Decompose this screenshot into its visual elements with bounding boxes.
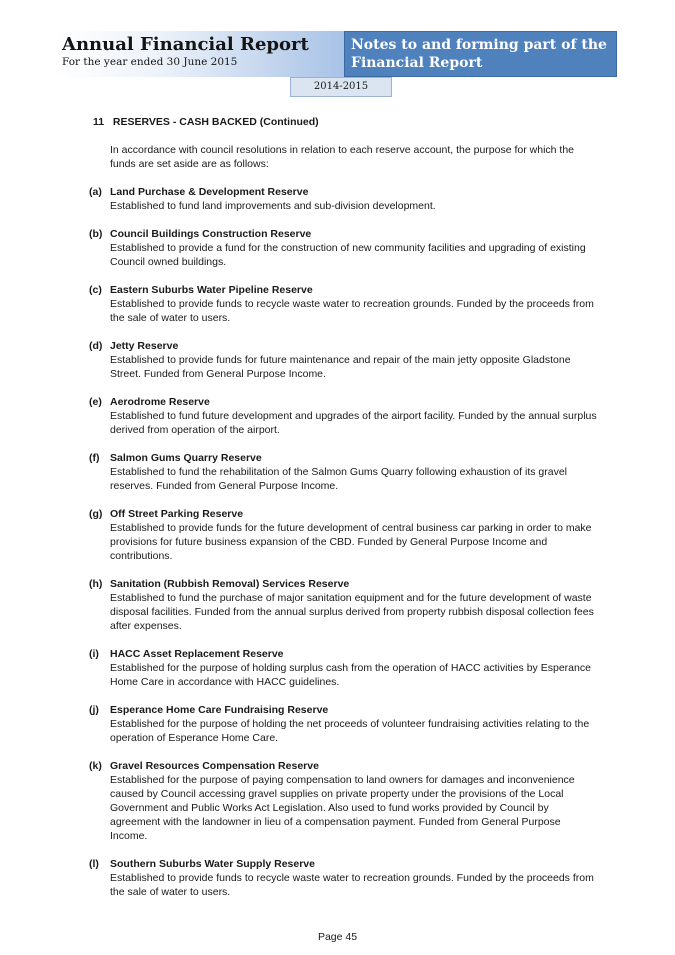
reserve-label: (b) bbox=[89, 228, 103, 240]
note-title: RESERVES - CASH BACKED (Continued) bbox=[112, 116, 319, 128]
reserve-item-g bbox=[89, 507, 600, 563]
reserve-item-c bbox=[89, 283, 600, 325]
reserve-title: HACC Asset Replacement Reserve bbox=[110, 648, 284, 660]
year-tab: 2014-2015 bbox=[290, 77, 392, 97]
report-period: For the year ended 30 June 2015 bbox=[62, 56, 238, 68]
reserve-description: Established to fund land improvements and sub-division development. bbox=[110, 200, 436, 212]
reserve-item-i bbox=[89, 647, 600, 689]
reserve-item-l bbox=[89, 857, 600, 899]
reserve-title: Gravel Resources Compensation Reserve bbox=[110, 760, 319, 772]
reserve-label: (h) bbox=[89, 578, 103, 590]
reserve-description: Established for the purpose of holding the net proceeds of volunteer fundraising activities relating to the operation of Esperance Home Care. bbox=[110, 718, 590, 744]
reserve-title: Salmon Gums Quarry Reserve bbox=[110, 452, 262, 464]
reserve-description: Established for the purpose of holding surplus cash from the operation of HACC activities by Esperance Home Care in accordance with HACC guidelines. bbox=[110, 662, 591, 688]
reserve-label: (k) bbox=[89, 760, 102, 772]
reserve-description: Established to fund future development and upgrades of the airport facility. Funded by the annual surplus derived from operation of the airport. bbox=[110, 410, 597, 436]
reserve-label: (c) bbox=[89, 284, 102, 296]
note-intro: In accordance with council resolutions in relation to each reserve account, the purpose for which the funds are set aside are as follows: bbox=[110, 144, 575, 170]
section-title: Notes to and forming part of the Financial Report bbox=[351, 37, 607, 71]
reserve-item-k bbox=[89, 759, 600, 843]
reserve-description: Established to provide funds for the future development of central business car parking in order to make provisions for future business expansion of the CBD. Funded by General Purpose Income and contributions. bbox=[110, 522, 592, 562]
reserve-label: (e) bbox=[89, 396, 102, 408]
reserve-item-e bbox=[89, 395, 600, 437]
reserve-item-h bbox=[89, 577, 600, 633]
reserve-item-a bbox=[89, 185, 600, 213]
reserve-label: (f) bbox=[89, 452, 100, 464]
reserve-title: Jetty Reserve bbox=[110, 340, 179, 352]
reserve-description: Established for the purpose of paying compensation to land owners for damages and inconvenience caused by Council accessing gravel supplies on private property under the provisions of the Local Government and Public Works Act Legislation. Also used to fund works provided by Council by agreement with the landowner in lieu of a compensation payment. Funded from General Purpose Income. bbox=[110, 774, 575, 842]
reserve-title: Sanitation (Rubbish Removal) Services Reserve bbox=[110, 578, 350, 590]
reserve-description: Established to provide a fund for the construction of new community facilities and upgrading of existing Council owned buildings. bbox=[110, 242, 586, 268]
reserve-label: (i) bbox=[89, 648, 99, 660]
reserve-label: (a) bbox=[89, 186, 102, 198]
reserve-item-f bbox=[89, 451, 600, 493]
report-title: Annual Financial Report bbox=[62, 34, 309, 55]
reserve-title: Council Buildings Construction Reserve bbox=[110, 228, 312, 240]
reserve-item-j bbox=[89, 703, 600, 745]
reserve-label: (j) bbox=[89, 704, 99, 716]
reserve-description: Established to fund the rehabilitation of the Salmon Gums Quarry following exhaustion of its gravel reserves. Funded from General Purpose Income. bbox=[110, 466, 568, 492]
reserve-label: (d) bbox=[89, 340, 103, 352]
reserve-title: Off Street Parking Reserve bbox=[110, 508, 244, 520]
reserve-title: Aerodrome Reserve bbox=[110, 396, 210, 408]
reserve-description: Established to provide funds to recycle waste water to recreation grounds. Funded by the proceeds from the sale of water to users. bbox=[110, 298, 594, 324]
reserve-title: Southern Suburbs Water Supply Reserve bbox=[110, 858, 315, 870]
page-number: Page 45 bbox=[317, 931, 358, 943]
reserve-title: Land Purchase & Development Reserve bbox=[110, 186, 309, 198]
reserve-label: (l) bbox=[89, 858, 99, 870]
note-heading bbox=[93, 115, 319, 129]
reserve-item-b bbox=[89, 227, 600, 269]
reserve-description: Established to fund the purchase of major sanitation equipment and for the future development of waste disposal facilities. Funded from the annual surplus derived from property rubbish disposal collection fees after expenses. bbox=[110, 592, 594, 632]
report-header-banner bbox=[55, 31, 344, 77]
reserve-description: Established to provide funds for future maintenance and repair of the main jetty opposite Gladstone Street. Funded from General Purpose Income. bbox=[110, 354, 571, 380]
section-banner bbox=[344, 31, 617, 77]
reserve-title: Esperance Home Care Fundraising Reserve bbox=[110, 704, 329, 716]
reserve-label: (g) bbox=[89, 508, 103, 520]
reserve-description: Established to provide funds to recycle waste water to recreation grounds. Funded by the proceeds from the sale of water to users. bbox=[110, 872, 594, 898]
reserve-title: Eastern Suburbs Water Pipeline Reserve bbox=[110, 284, 313, 296]
reserve-item-d bbox=[89, 339, 600, 381]
note-number: 11 bbox=[93, 116, 105, 128]
